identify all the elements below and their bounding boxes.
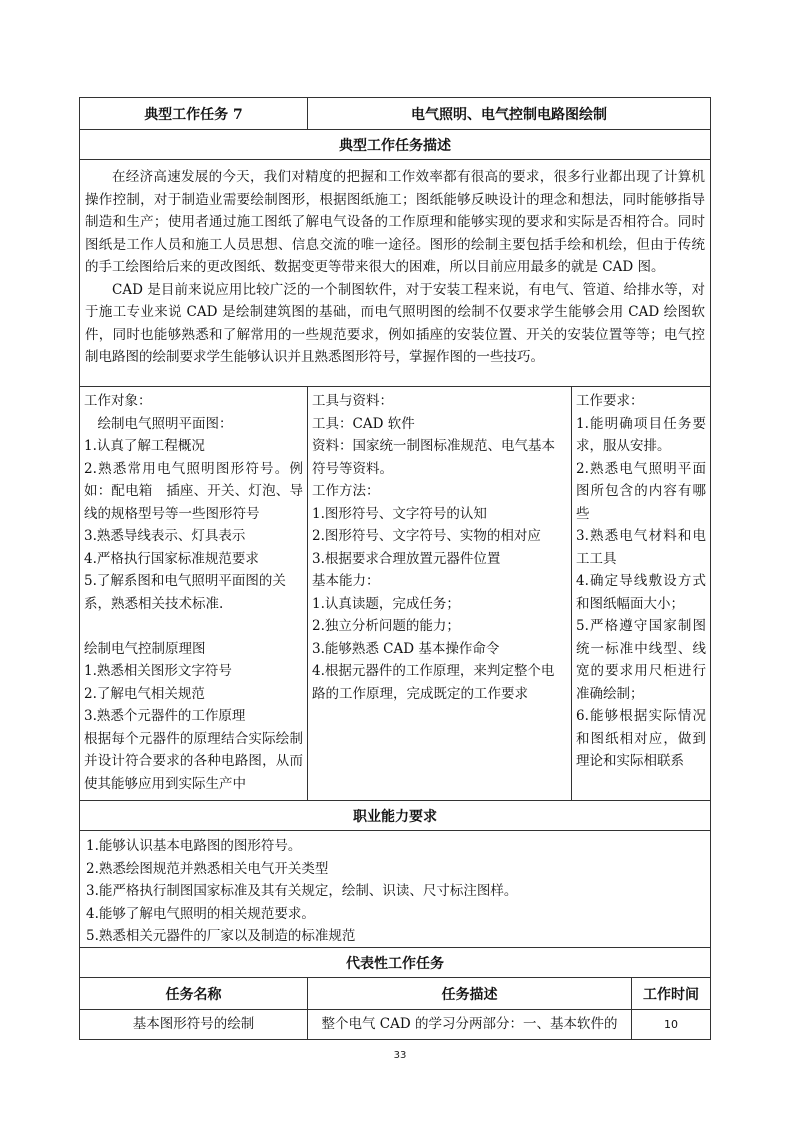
work-object-item: 3.熟悉个元器件的工作原理	[84, 708, 246, 724]
task-name-cell: 基本图形符号的绘制	[80, 1010, 308, 1039]
requirements-column	[572, 387, 710, 800]
work-object-item: 根据每个元器件的原理结合实际绘制并设计符合要求的各种电路图，从而使其能够应用到实际生产中	[84, 730, 303, 792]
tools-column	[308, 387, 572, 800]
description-title: 典型工作任务描述	[339, 137, 451, 154]
work-objects-section1-title: 绘制电气照明平面图：	[97, 415, 233, 432]
requirement-item: 4.确定导线敷设方式和图纸幅面大小；	[576, 573, 706, 612]
description-paragraph-2: CAD 是目前来说应用比较广泛的一个制图软件，对于安装工程来说，有电气、管道、给排水等，对于施工专业来说 CAD 是绘制建筑图的基础，而电气照明图的绘制不仅要求学生能够会用 CAD 绘图软件，同时也能够熟悉和了解常用的一些规范要求，例如插座的安装位置、开关的安装位置等等；电气控制电路图的绘制要求学生能够认识并且熟悉图形符号，掌握作图的一些技巧。	[85, 281, 705, 365]
ability-requirement-item: 5.熟悉相关元器件的厂家以及制造的标准规范	[86, 928, 356, 944]
requirements-title: 工作要求：	[576, 393, 644, 409]
work-objects-section2-title: 绘制电气控制原理图	[84, 640, 206, 657]
ability-requirement-item: 2.熟悉绘图规范并熟悉相关电气开关类型	[86, 860, 329, 877]
ability-item: 1.认真读题，完成任务；	[312, 595, 460, 612]
work-objects-title: 工作对象：	[84, 393, 152, 409]
representative-title-row	[80, 948, 710, 978]
column-header-work-time: 工作时间	[643, 986, 699, 1003]
representative-title: 代表性工作任务	[346, 955, 444, 972]
work-object-item: 3.熟悉导线表示、灯具表示	[84, 528, 246, 544]
requirement-item: 5.严格遵守国家制图统一标准中线型、线宽的要求用尺柜进行准确绘制；	[576, 618, 706, 702]
ability-item: 4.根据元器件的工作原理，来判定整个电路的工作原理，完成既定的工作要求	[312, 663, 555, 702]
task-title: 电气照明、电气控制电路图绘制	[411, 106, 607, 123]
column-header-task-name: 任务名称	[80, 978, 308, 1009]
work-object-item: 1.认真了解工程概况	[84, 438, 205, 454]
abilities-title: 基本能力：	[312, 573, 380, 589]
work-time-cell: 10	[664, 1018, 678, 1031]
tool-line: 工具：CAD 软件	[312, 415, 415, 432]
abilities-list-row	[80, 831, 710, 948]
method-item: 1.图形符号、文字符号的认知	[312, 505, 487, 522]
ability-requirement-item: 1.能够认识基本电路图的图形符号。	[86, 838, 302, 854]
three-column-row	[80, 387, 710, 801]
ability-item: 3.能够熟悉 CAD 基本操作命令	[312, 640, 500, 657]
material-line: 资料：国家统一制图标准规范、电气基本符号等资料。	[312, 438, 555, 477]
work-object-item: 4.严格执行国家标准规范要求	[84, 550, 259, 567]
abilities-list	[80, 831, 710, 947]
ability-requirement-item: 3.能严格执行制图国家标准及其有关规定，绘制、识读、尺寸标注图样。	[86, 883, 518, 899]
requirement-item: 2.熟悉电气照明平面图所包含的内容有哪些	[576, 460, 706, 522]
requirement-item: 1.能明确项目任务要求，服从安排。	[576, 415, 706, 454]
column-header-task-description: 任务描述	[308, 978, 632, 1009]
task-description-cell: 整个电气 CAD 的学习分两部分：一、基本软件的	[308, 1010, 632, 1039]
representative-header-row	[80, 978, 710, 1010]
abilities-title-row	[80, 801, 710, 831]
description-title-row	[80, 130, 710, 160]
work-object-item: 2.熟悉常用电气照明图形符号。例如：配电箱 插座、开关、灯泡、导线的规格型号等一些图形符号	[84, 460, 303, 522]
description-paragraph-1: 在经济高速发展的今天，我们对精度的把握和工作效率都有很高的要求，很多行业都出现了计算机操作控制，对于制造业需要绘制图形，根据图纸施工；图纸能够反映设计的理念和想法，同时能够指导制造和生产；使用者通过施工图纸了解电气设备的工作原理和能够实现的要求和实际是否相符合。同时图纸是工作人员和施工人员思想、信息交流的唯一途径。图形的绘制主要包括手绘和机绘，但由于传统的手工绘图给后来的更改图纸、数据变更等带来很大的困难，所以目前应用最多的就是 CAD 图。	[85, 169, 705, 275]
method-item: 3.根据要求合理放置元器件位置	[312, 550, 501, 567]
ability-item: 2.独立分析问题的能力；	[312, 618, 460, 634]
method-item: 2.图形符号、文字符号、实物的相对应	[312, 528, 541, 544]
requirement-item: 6.能够根据实际情况和图纸相对应，做到理论和实际相联系	[576, 708, 706, 769]
table-row	[80, 1010, 710, 1039]
ability-requirement-item: 4.能够了解电气照明的相关规范要求。	[86, 905, 315, 922]
tools-title: 工具与资料：	[312, 393, 393, 409]
work-objects-column	[80, 387, 308, 800]
task-label: 典型工作任务 7	[80, 98, 308, 129]
work-object-item: 5.了解系图和电气照明平面图的关系，熟悉相关技术标准.	[84, 573, 286, 612]
methods-title: 工作方法：	[312, 483, 380, 499]
work-object-item: 2.了解电气相关规范	[84, 685, 205, 702]
work-object-item: 1.熟悉相关图形文字符号	[84, 663, 232, 679]
description-row	[80, 160, 710, 387]
description-body	[80, 160, 710, 386]
task-header-row	[80, 98, 710, 130]
requirement-item: 3.熟悉电气材料和电工工具	[576, 528, 706, 567]
abilities-section-title: 职业能力要求	[353, 808, 437, 825]
page-number: 33	[393, 1050, 407, 1061]
task-table	[79, 97, 711, 1040]
